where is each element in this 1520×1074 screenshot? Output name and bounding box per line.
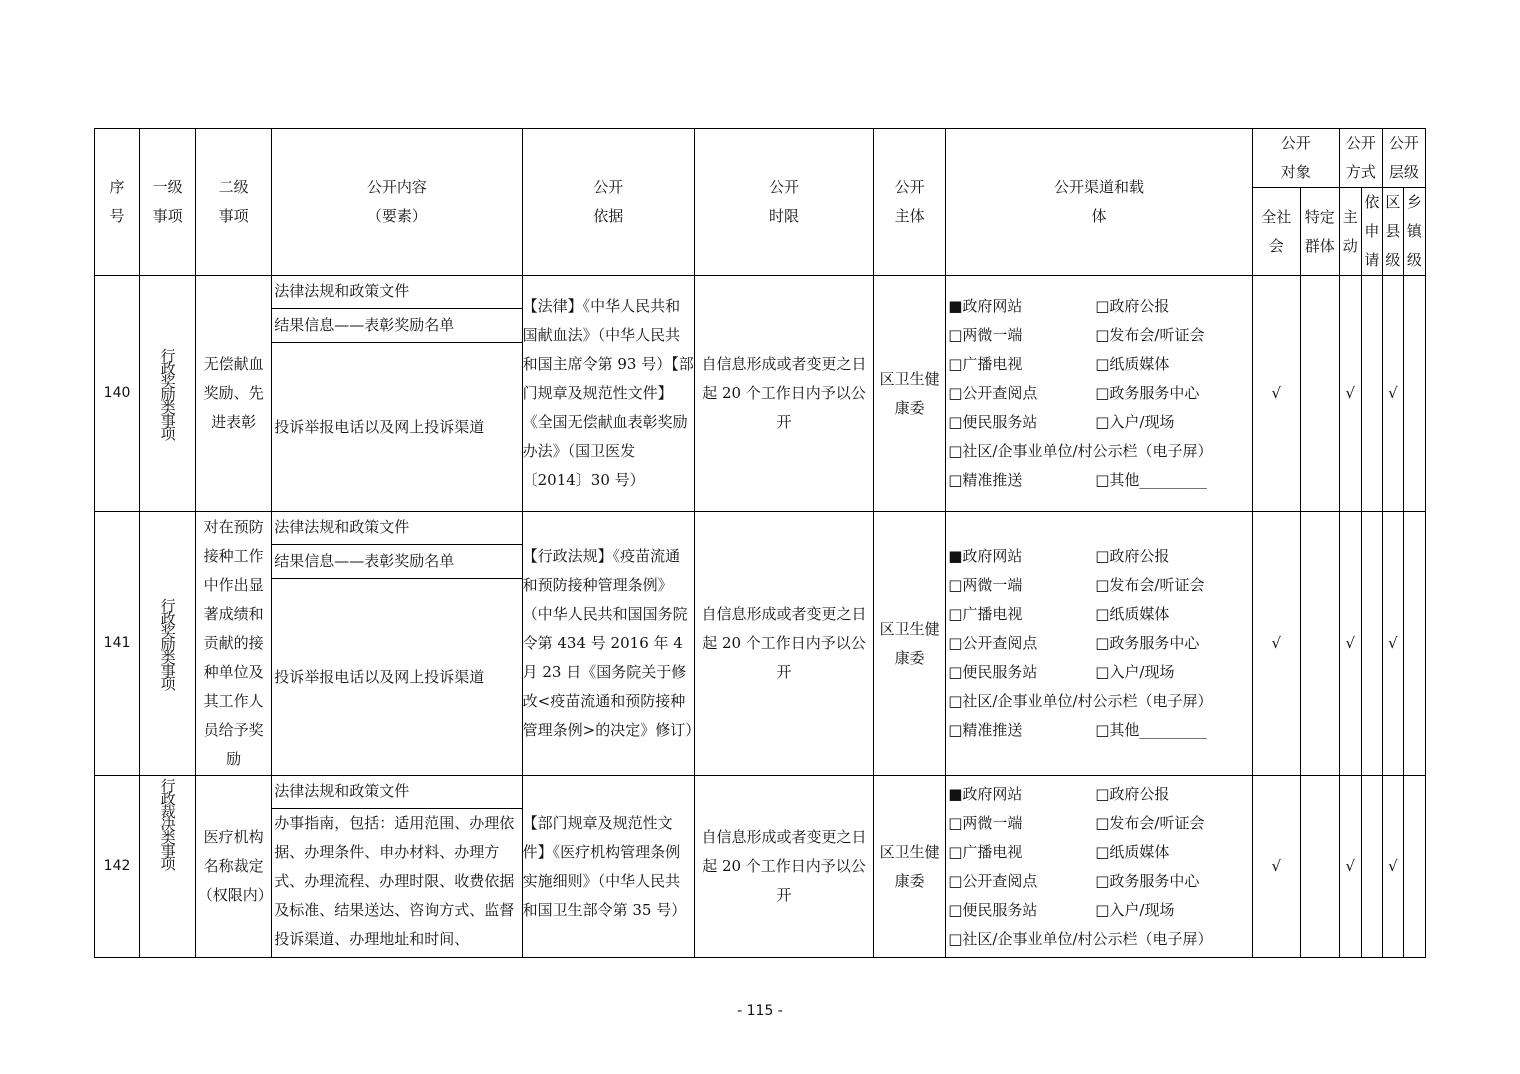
header-time-limit: 公开时限 <box>694 129 873 276</box>
channel-option: □社区/企事业单位/村公示栏（电子屏） <box>948 929 1213 948</box>
page-number: - 115 - <box>737 1003 783 1019</box>
content-item: 结果信息——表彰奖励名单 <box>272 545 521 579</box>
channel-option: □精准推送 <box>948 471 1023 489</box>
content-item: 投诉举报电话以及网上投诉渠道 <box>274 417 485 436</box>
check-target-group <box>1300 512 1339 776</box>
header-method-active: 主动 <box>1339 188 1361 276</box>
row-subject: 区卫生健康委 <box>874 276 946 512</box>
check-method-apply <box>1361 512 1382 776</box>
header-level-county: 区县级 <box>1382 188 1403 276</box>
channel-option: □纸质媒体 <box>1095 842 1170 861</box>
row-basis: 【行政法规】《疫苗流通和预防接种管理条例》（中华人民共和国国务院令第 434 号 2016 年 4 月 23 日《国务院关于修改<疫苗流通和预防接种管理条例>的决定》修订） <box>522 512 694 776</box>
channel-option: □入户/现场 <box>1095 900 1175 919</box>
content-item: 投诉举报电话以及网上投诉渠道 <box>274 667 485 686</box>
header-target-group: 特定群体 <box>1300 188 1339 276</box>
channel-option: □其他_________ <box>1095 721 1207 739</box>
row-time-limit: 自信息形成或者变更之日起 20 个工作日内予以公开 <box>694 776 873 958</box>
check-method-active: √ <box>1339 512 1361 776</box>
row-level2: 对在预防接种工作中作出显著成绩和贡献的接种单位及其工作人员给予奖励 <box>196 512 272 776</box>
channel-option: □广播电视 <box>948 355 1023 373</box>
row-seq: 141 <box>95 512 140 776</box>
channel-option: □发布会/听证会 <box>1095 813 1205 832</box>
channel-option: □其他_________ <box>1095 471 1207 489</box>
header-level1: 一级事项 <box>140 129 196 276</box>
channel-option: □公开查阅点 <box>948 384 1038 402</box>
row-level1: 行政裁决类事项 <box>140 776 196 958</box>
row-level2: 医疗机构名称裁定（权限内） <box>196 776 272 958</box>
header-target: 公开对象 <box>1252 129 1339 188</box>
row-contents <box>272 512 522 776</box>
check-target-all: √ <box>1252 776 1300 958</box>
channel-option: □政府公报 <box>1095 297 1170 315</box>
row-channels <box>946 512 1252 776</box>
row-seq: 140 <box>95 276 140 512</box>
header-level2: 二级事项 <box>196 129 272 276</box>
content-item: 结果信息——表彰奖励名单 <box>272 309 521 343</box>
row-basis: 【部门规章及规范性文件】《医疗机构管理条例实施细则》（中华人民共和国卫生部令第 35 号） <box>522 776 694 958</box>
channel-option: ■政府网站 <box>948 297 1023 315</box>
row-channels <box>946 276 1252 512</box>
check-level-town <box>1403 512 1425 776</box>
channel-option: □便民服务站 <box>948 663 1038 681</box>
header-seq: 序号 <box>95 129 140 276</box>
row-time-limit: 自信息形成或者变更之日起 20 个工作日内予以公开 <box>694 512 873 776</box>
content-item: 法律法规和政策文件 <box>272 276 521 309</box>
check-target-group <box>1300 276 1339 512</box>
channel-option: □纸质媒体 <box>1095 355 1170 373</box>
check-target-all: √ <box>1252 512 1300 776</box>
check-method-apply <box>1361 276 1382 512</box>
header-method: 公开方式 <box>1339 129 1382 188</box>
row-channels <box>946 776 1252 958</box>
content-item: 法律法规和政策文件 <box>272 512 521 545</box>
channel-option: ■政府网站 <box>948 784 1023 803</box>
channel-option: □政府公报 <box>1095 784 1170 803</box>
check-level-town <box>1403 776 1425 958</box>
row-level2: 无偿献血奖励、先进表彰 <box>196 276 272 512</box>
check-level-town <box>1403 276 1425 512</box>
row-contents <box>272 776 522 958</box>
channel-option: □政府公报 <box>1095 547 1170 565</box>
channel-option: ■政府网站 <box>948 547 1023 565</box>
header-method-apply: 依申请 <box>1361 188 1382 276</box>
row-level1: 行政奖励类事项 <box>140 276 196 512</box>
row-time-limit: 自信息形成或者变更之日起 20 个工作日内予以公开 <box>694 276 873 512</box>
header-target-all: 全社会 <box>1252 188 1300 276</box>
table-row <box>95 512 1426 776</box>
check-method-active: √ <box>1339 776 1361 958</box>
channel-option: □两微一端 <box>948 576 1023 594</box>
content-item: 办事指南，包括：适用范围、办理依据、办理条件、申办材料、办理方式、办理流程、办理时限、收费依据及标准、结果送达、咨询方式、监督投诉渠道、办理地址和时间、 <box>274 814 515 948</box>
header-basis: 公开依据 <box>522 129 694 276</box>
channel-option: □公开查阅点 <box>948 871 1038 890</box>
check-target-group <box>1300 776 1339 958</box>
check-target-all: √ <box>1252 276 1300 512</box>
header-content: 公开内容（要素） <box>272 129 522 276</box>
channel-option: □公开查阅点 <box>948 634 1038 652</box>
channel-option: □纸质媒体 <box>1095 605 1170 623</box>
check-level-county: √ <box>1382 512 1403 776</box>
row-contents <box>272 276 522 512</box>
channel-option: □发布会/听证会 <box>1095 326 1205 344</box>
channel-option: □社区/企事业单位/村公示栏（电子屏） <box>948 692 1213 710</box>
channel-option: □政务服务中心 <box>1095 871 1200 890</box>
channel-option: □两微一端 <box>948 813 1023 832</box>
header-level: 公开层级 <box>1382 129 1425 188</box>
channel-option: □精准推送 <box>948 721 1023 739</box>
table-row <box>95 776 1426 958</box>
header-level-town: 乡镇级 <box>1403 188 1425 276</box>
channel-option: □广播电视 <box>948 842 1023 861</box>
channel-option: □发布会/听证会 <box>1095 576 1205 594</box>
row-seq: 142 <box>95 776 140 958</box>
content-item: 法律法规和政策文件 <box>272 776 521 809</box>
table-row <box>95 276 1426 512</box>
disclosure-table <box>94 128 1426 958</box>
check-method-active: √ <box>1339 276 1361 512</box>
channel-option: □两微一端 <box>948 326 1023 344</box>
channel-option: □便民服务站 <box>948 413 1038 431</box>
check-level-county: √ <box>1382 776 1403 958</box>
channel-option: □政务服务中心 <box>1095 634 1200 652</box>
header-subject: 公开主体 <box>874 129 946 276</box>
channel-option: □政务服务中心 <box>1095 384 1200 402</box>
channel-option: □社区/企事业单位/村公示栏（电子屏） <box>948 442 1213 460</box>
row-subject: 区卫生健康委 <box>874 776 946 958</box>
row-subject: 区卫生健康委 <box>874 512 946 776</box>
row-level1: 行政奖励类事项 <box>140 512 196 776</box>
channel-option: □入户/现场 <box>1095 413 1175 431</box>
check-level-county: √ <box>1382 276 1403 512</box>
header-channel: 公开渠道和载体 <box>946 129 1252 276</box>
channel-option: □广播电视 <box>948 605 1023 623</box>
channel-option: □入户/现场 <box>1095 663 1175 681</box>
check-method-apply <box>1361 776 1382 958</box>
channel-option: □便民服务站 <box>948 900 1038 919</box>
row-basis: 【法律】《中华人民共和国献血法》（中华人民共和国主席令第 93 号）【部门规章及规范性文件】《全国无偿献血表彰奖励办法》（国卫医发〔2014〕30 号） <box>522 276 694 512</box>
